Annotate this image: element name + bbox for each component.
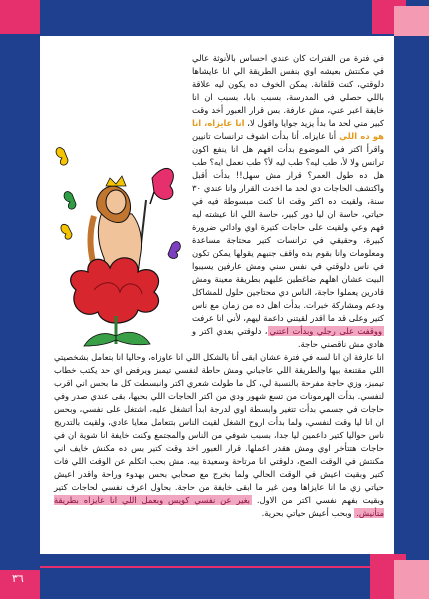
header-band bbox=[0, 0, 429, 34]
rose-flower bbox=[71, 258, 159, 346]
content-panel bbox=[40, 36, 394, 554]
footer-line bbox=[40, 566, 394, 568]
highlight-pink-1: ووقفت على رجلي وبدأت اعتني bbox=[269, 326, 382, 336]
decor-square-bottom-right-light bbox=[394, 560, 429, 599]
butterfly-icon bbox=[61, 224, 72, 239]
paragraph-2-part-a: انا عارفة ان انا لسه في فترة عشان ابقى أنا بالشكل اللي انا عاوزاه، وحاليا انا بتعامل بشخصيتي اللي مقتنعة بيها والطريقة اللي عاجباني ومش حاطة لنفسي تيمبز ويرفض اي حد يكتب خطاب تيمبز، وزي حاجة مفرحة بالنسبة لي، كل ما طولت شعري اكتر وانبسطت كل ما بحس اني اقرب لنفسي. بدأت الهرمونات من تسع شهور ودي من اكتر الحاجات اللي بحبها، بقى عندي صدر وفي حاجات في جسمي بدأت تتغير وابسطة اوي لدرجة ابدأ اتشغل عليه، اشتغل على نفسي، وبحس ان انا ليا وقت لنفسي، ولما بدأت اروح الشغل لقيت الناس بتتعامل معايا عادي، ولقيت بالتدريج ناس حواليا كتير داعمين ليا جدا، بسبب شوفي من الناس والمجتمع وكنت خايفة انا شوية ان في حاجات هتتأخر اوي ومش هقدر اعملها. قرار العبور اخد وقت كتير بس ده مكنش خايف اني مكنتش في الوقت الصح، دلوقتي انا مرتاحة وسعيدة بيه. مش بحب اتكلم عن الوقت اللي فات كتير وبقيت اعيش في الوقت الحالي ولما بخرج مع صحابي بحس بهدوء وراحة واقدر اعيش حياتي زي ما انا عايزاها ومن غير ما ابقى خايفة من حاجة. بحاول اعرف نفسي لحاجات كتير وبقيت بفهم نفسي اكتر من الاول. bbox=[54, 352, 384, 505]
paragraph-1-part-b: أنا عايزاه. أنا بدأت اشوف ترانسات تانيين واقرأ اكتر في الموضوع بدأت افهم هل انا ينفع اكون ترانس ولا لأ، طب ليه؟ طب ليه لأ؟ طب نعمل ايه؟ طب هل ده طول العمر؟ قرار مش سهل!! بدأت أقبل واكتشف الحاجات دي لحد ما اخدت القرار وانا عندي ٣٠ سنة، ولقيت ده اكتر وقت انا كنت مبسوطة فيه في حياتي، حاسة ان ليا دور كبير، حاسة اللي انا عيشته ليه فهم وعي ولقيت على حاجات كتيرة اوي وادائي ضرورة كبيرة، وحقيقي في ترانسات كتير محتاجة مساعدة ومعلومات وانا بقوم بده واقف جنبهم يقولها يمكن تكون في ناس دلوقتي في نفس سني ومش عارفين يسيبوا البيت عشان اهلهم ضاغطين عليهم بطريقة معينة ومش قادرين يعملوا حاجة، الناس دي محتاجين حلول للمشاكل ودعم ومشاركة خبرات. بدأت اهل ده من زمان مع ناس كتير وعلى قد ما اقدر لقيتني داعمة ليهم، لأني انا عرفت bbox=[192, 131, 384, 323]
page-number: ٣٦ bbox=[12, 572, 24, 585]
butterfly-icon bbox=[64, 192, 76, 210]
article-text bbox=[54, 52, 384, 520]
illustration-woman-in-rose bbox=[54, 140, 184, 350]
butterfly-icon bbox=[168, 242, 180, 259]
paragraph-1-part-a: في فترة من الفترات كان عندي احساس بالأنوثة عالي في مكنتش بعيشه اوي بنفس الطريقة الي انا عايشاها دلوقتي، كنت قلقانة. يمكن الخوف ده يكون ليه علاقة باللي حصلي في المدرسة، بسبب بابا، بسبب ان انا خايفة اعبر عني، مش عارفة. بس قرار العبور أخد وقت كبير مني لحد ما بدأ يزيد جوايا واقول لا، bbox=[192, 53, 384, 128]
paragraph-1-part-c: ، دلوقتي بعدي اكتر و هادي مش ناقصني حاجة. bbox=[192, 326, 384, 349]
butterfly-icon bbox=[150, 168, 173, 204]
highlight-orange: انا عايزاه، انا هو ده اللي bbox=[192, 118, 384, 141]
butterfly-icon bbox=[56, 148, 68, 166]
decor-square-top-left bbox=[0, 0, 40, 34]
highlight-pink-2: بغير عن نفسي كويس وبعمل اللي انا عايزاه بطريقة متأنيش. bbox=[54, 495, 384, 518]
decor-square-top-right-light bbox=[394, 6, 429, 36]
paragraph-2-part-b: وبحب أعيش حياتي بحرية. bbox=[261, 508, 352, 518]
paragraph-2 bbox=[54, 351, 384, 520]
